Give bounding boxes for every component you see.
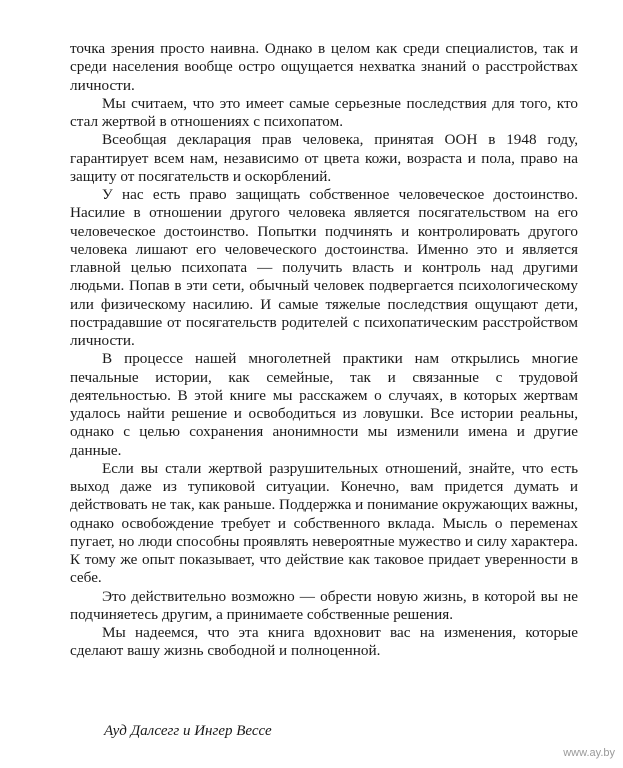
authors-signature: Ауд Далсегг и Ингер Вессе — [104, 723, 272, 739]
paragraph-3: Всеобщая декларация прав человека, принятая ООН в 1948 году, гарантирует всем нам, независимо от цвета кожи, возраста и пола, право на защиту от посягательств и оскорблений. — [70, 131, 578, 185]
paragraph-7: Это действительно возможно — обрести новую жизнь, в которой вы не подчиняетесь другим, а принимаете собственные решения. — [70, 587, 578, 623]
paragraph-8: Мы надеемся, что эта книга вдохновит вас на изменения, которые сделают вашу жизнь свободной и полноценной. — [70, 624, 578, 660]
paragraph-2: Мы считаем, что это имеет самые серьезные последствия для того, кто стал жертвой в отношениях с психопатом. — [70, 94, 578, 130]
paragraph-5: В процессе нашей многолетней практики нам открылись многие печальные истории, как семейные, так и связанные с трудовой деятельностью. В этой книге мы расскажем о случаях, в которых жертвам удалось найти решение и освободиться из ловушки. Все истории реальны, однако с целью сохранения анонимности мы изменили имена и другие данные. — [70, 350, 578, 459]
watermark: www.ay.by — [563, 747, 615, 759]
paragraph-1: точка зрения просто наивна. Однако в целом как среди специалистов, так и среди населения вообще остро ощущается нехватка знаний о расстройствах личности. — [70, 40, 578, 94]
body-text — [70, 40, 578, 661]
paragraph-4: У нас есть право защищать собственное человеческое достоинство. Насилие в отношении другого человека является посягательством на его человеческое достоинство. Попытки подчинять и контролировать другого человека лишают его человеческого достоинства. Именно это и является главной целью психопата — получить власть и контроль над другими людьми. Попав в эти сети, обычный человек подвергается психологическому или физическому насилию. И самые тяжелые последствия ощущают дети, пострадавшие от посягательств родителей с психопатическим расстройством личности. — [70, 186, 578, 349]
paragraph-6: Если вы стали жертвой разрушительных отношений, знайте, что есть выход даже из тупиковой ситуации. Конечно, вам придется думать и действовать не так, как раньше. Поддержка и понимание окружающих важны, однако освобождение требует и собственного вклада. Мысль о переменах пугает, но люди способны проявлять невероятные мужество и силу характера. К тому же опыт показывает, что действие как таковое придает уверенности в себе. — [70, 459, 578, 587]
